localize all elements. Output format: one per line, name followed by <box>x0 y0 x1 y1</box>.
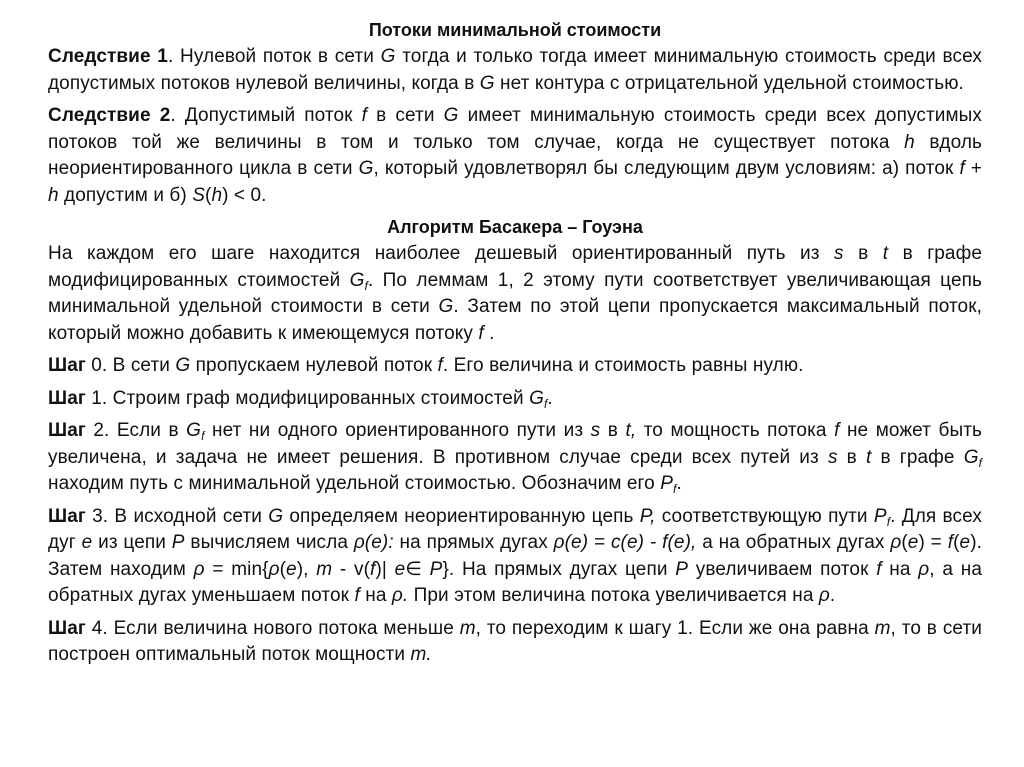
step-3: Шаг 3. В исходной сети G определяем неориентированную цепь P, соответствующую пути $P_f$. Для всех дуг e из цепи P вычисляем числа ρ(e): на прямых дугах ρ(e) = c(e) - f(e), а на обратных дугах ρ(e) = f(e). Затем находим ρ = min{ρ(e), m - v(f)| e∈ P}. На прямых дугах цепи P увеличиваем поток f на ρ, а на обратных дугах уменьшаем поток f на ρ. При этом величина потока увеличивается на ρ. <box>48 505 982 606</box>
step-2-label: Шаг <box>48 420 86 441</box>
algorithm-title: Алгоритм Басакера – Гоуэна <box>387 217 643 237</box>
step-1: Шаг 1. Строим граф модифицированных стоимостей $G_f$. <box>48 387 553 411</box>
page-title: Потоки минимальной стоимости <box>368 20 662 40</box>
step-0: Шаг 0. В сети G пропускаем нулевой поток f. Его величина и стоимость равны нулю. <box>48 355 804 376</box>
step-4-label: Шаг <box>48 617 86 639</box>
step-0-label: Шаг <box>48 355 86 376</box>
corollary-2: Следствие 2. Допустимый поток f в сети G имеет минимальную стоимость среди всех допустимых потоков той же величины в том и только том случае, когда не существует потока h вдоль неориентированного цикла в сети G, который удовлетворял бы следующим двум условиям: а) поток f + h допустим и б) S(h) < 0. <box>48 105 982 206</box>
corollary-1: Следствие 1. Нулевой поток в сети G тогда и только тогда имеет минимальную стоимость среди всех допустимых потоков нулевой величины, когда в G нет контура с отрицательной удельной стоимостью. <box>48 46 982 94</box>
step-4: Шаг 4. Если величина нового потока меньше m, то переходим к шагу 1. Если же она равна m, то в сети построен оптимальный поток мощности m. <box>48 617 982 665</box>
step-2: Шаг 2. Если в $G_f$ нет ни одного ориентированного пути из s в t, то мощность потока f не может быть увеличена, и задача не имеет решения. В противном случае среди всех путей из s в t в графе $G_f$ находим путь с минимальной удельной стоимостью. Обозначим его $P_f$. <box>48 420 983 496</box>
step-1-label: Шаг <box>48 387 86 409</box>
slide-content <box>48 18 982 675</box>
corollary-2-label: Следствие 2 <box>48 105 171 126</box>
step-3-label: Шаг <box>48 505 86 527</box>
algorithm-intro: На каждом его шаге находится наиболее дешевый ориентированный путь из s в t в графе модифицированных стоимостей $G_f$. По леммам 1, 2 этому пути соответствует увеличивающая цепь минимальной удельной стоимости в сети G. Затем по этой цепи пропускается максимальный поток, который можно добавить к имеющемуся потоку f . <box>48 243 983 344</box>
corollary-1-label: Следствие 1 <box>48 46 168 67</box>
